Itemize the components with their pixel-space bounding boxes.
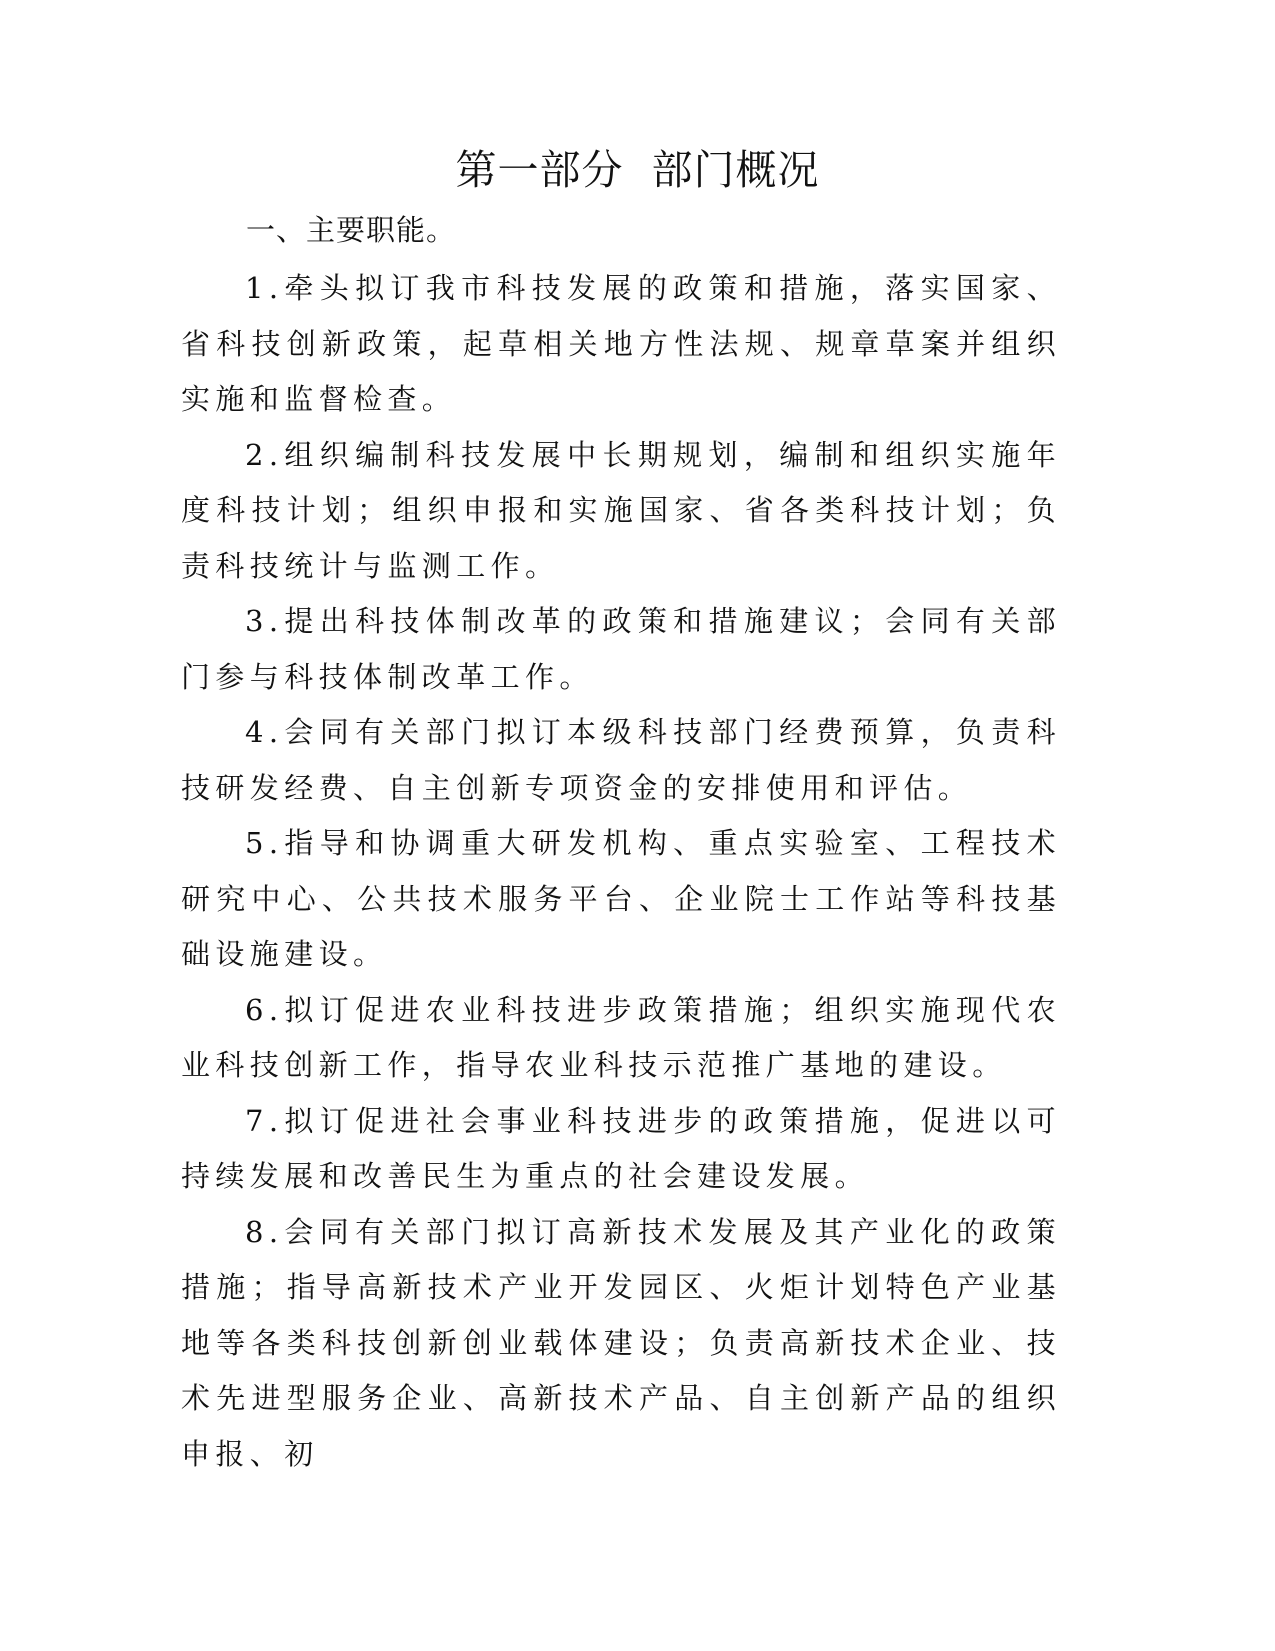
paragraph-1: 1.牵头拟订我市科技发展的政策和措施，落实国家、省科技创新政策，起草相关地方性法规、规章草案并组织实施和监督检查。 xyxy=(181,271,1061,416)
page-title: 第一部分 部门概况 xyxy=(455,146,820,194)
paragraph-2: 2.组织编制科技发展中长期规划，编制和组织实施年度科技计划；组织申报和实施国家、省各类科技计划；负责科技统计与监测工作。 xyxy=(181,437,1061,583)
paragraph-8: 8.会同有关部门拟订高新技术发展及其产业化的政策措施；指导高新技术产业开发园区、火炬计划特色产业基地等各类科技创新创业载体建设；负责高新技术企业、技术先进型服务企业、高新技术产品、自主创新产品的组织申报、初 xyxy=(181,1214,1061,1471)
body-text xyxy=(181,261,1061,1482)
paragraph-6: 6.拟订促进农业科技进步政策措施；组织实施现代农业科技创新工作，指导农业科技示范推广基地的建设。 xyxy=(181,992,1061,1082)
paragraph-7: 7.拟订促进社会事业科技进步的政策措施，促进以可持续发展和改善民生为重点的社会建设发展。 xyxy=(181,1103,1061,1193)
section-heading: 一、主要职能。 xyxy=(246,213,457,247)
paragraph-3: 3.提出科技体制改革的政策和措施建议；会同有关部门参与科技体制改革工作。 xyxy=(181,604,1061,694)
paragraph-4: 4.会同有关部门拟订本级科技部门经费预算，负责科技研发经费、自主创新专项资金的安排使用和评估。 xyxy=(181,715,1061,805)
paragraph-5: 5.指导和协调重大研发机构、重点实验室、工程技术研究中心、公共技术服务平台、企业院士工作站等科技基础设施建设。 xyxy=(181,826,1061,971)
